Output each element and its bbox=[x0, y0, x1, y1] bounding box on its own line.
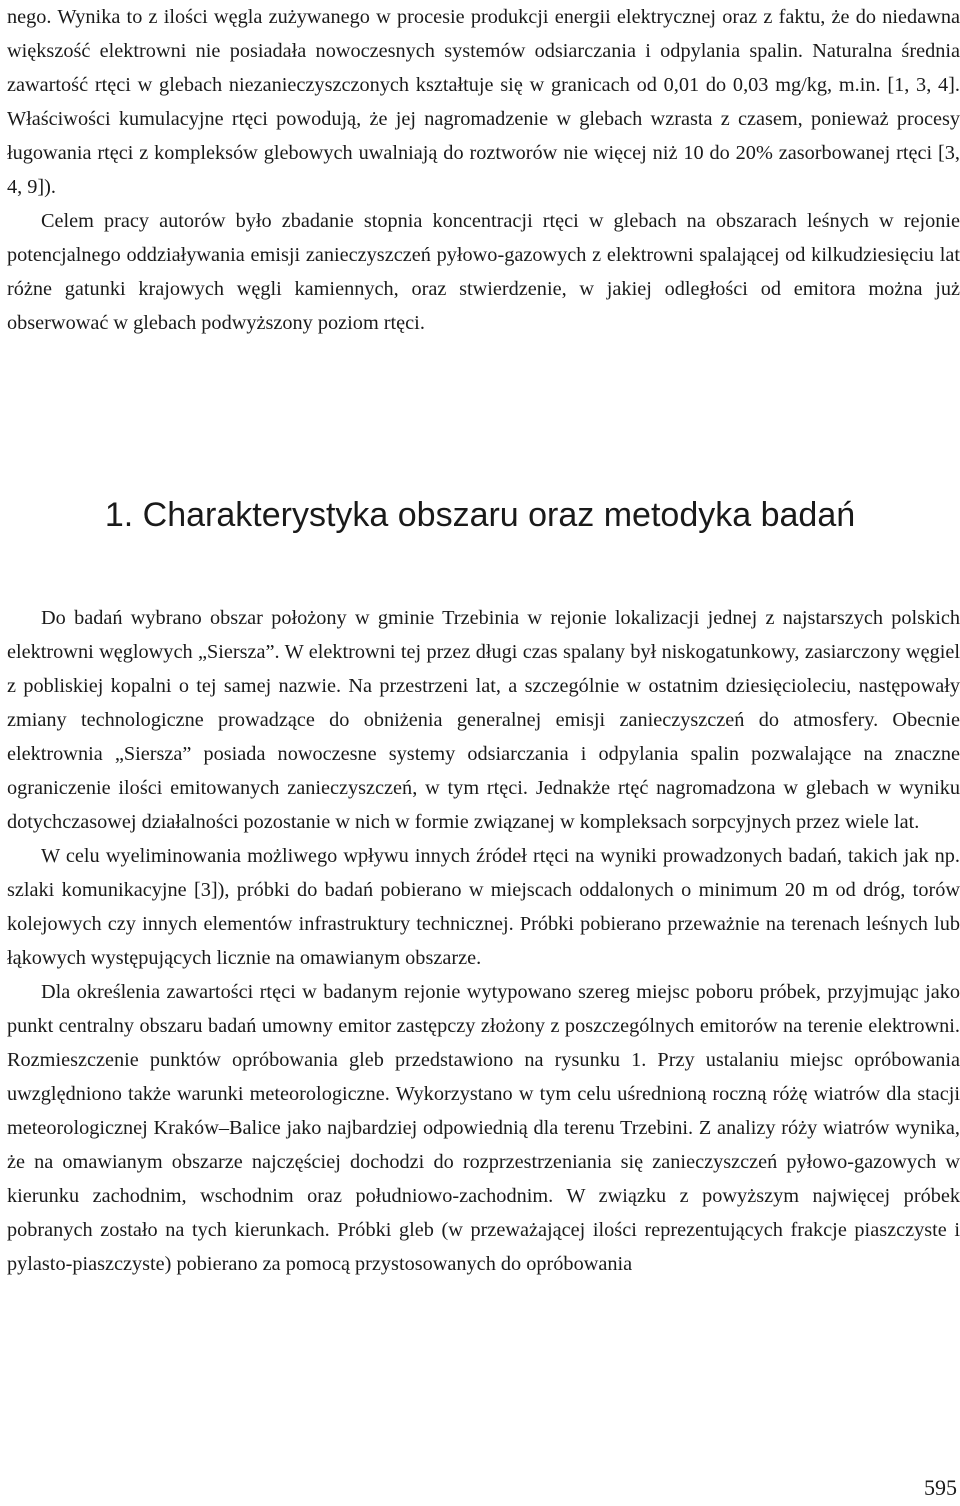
paragraph-study-area: Do badań wybrano obszar położony w gminie Trzebinia w rejonie lokalizacji jednej z najstarszych polskich elektrowni węglowych „Siersza”. W elektrowni tej przez długi czas spalany był niskogatunkowy, zasiarczony węgiel z pobliskiej kopalni o tej samej nazwie. Na przestrzeni lat, a szczególnie w ostatnim dziesięcioleciu, następowały zmiany technologiczne prowadzące do obniżenia generalnej emisji zanieczyszczeń do atmosfery. Obecnie elektrownia „Siersza” posiada nowoczesne systemy odsiarczania i odpylania spalin pozwalające na znaczne ograniczenie ilości emitowanych zanieczyszczeń, w tym rtęci. Jednakże rtęć nagromadzona w glebach w wyniku dotychczasowej działalności pozostanie w nich w formie związanej w kompleksach sorpcyjnych przez wiele lat. bbox=[7, 607, 960, 833]
paragraph-sampling-method: Dla określenia zawartości rtęci w badanym rejonie wytypowano szereg miejsc poboru próbek, przyjmując jako punkt centralny obszaru badań umowny emitor zastępczy złożony z poszczególnych emitorów na terenie elektrowni. Rozmieszczenie punktów opróbowania gleb przedstawiono na rysunku 1. Przy ustalaniu miejsc opróbowania uwzględniono także warunki meteorologiczne. Wykorzystano w tym celu uśrednioną roczną różę wiatrów dla stacji meteorologicznej Kraków–Balice jako najbardziej odpowiednią dla terenu Trzebini. Z analizy róży wiatrów wynika, że na omawianym obszarze najczęściej dochodzi do rozprzestrzeniania się zanieczyszczeń pyłowo-gazowych w kierunku zachodnim, wschodnim oraz południowo-zachodnim. W związku z powyższym najwięcej próbek pobranych zostało na tych kierunkach. Próbki gleb (w przeważającej ilości reprezentujących frakcje piaszczyste i pylasto-piaszczyste) pobierano za pomocą przystosowanych do opróbowania bbox=[7, 981, 960, 1275]
intro-text-block bbox=[7, 0, 960, 340]
paragraph-research-aim: Celem pracy autorów było zbadanie stopnia koncentracji rtęci w glebach na obszarach leśnych w rejonie potencjalnego oddziaływania emisji zanieczyszczeń pyłowo-gazowych z elektrowni spalającej od kilkudziesięciu lat różne gatunki krajowych węgli kamiennych, oraz stwierdzenie, w jakiej odległości od emitora można już obserwować w glebach podwyższony poziom rtęci. bbox=[7, 210, 960, 334]
page-number: 595 bbox=[924, 1475, 957, 1500]
paragraph-sampling-conditions: W celu wyeliminowania możliwego wpływu innych źródeł rtęci na wyniki prowadzonych badań, takich jak np. szlaki komunikacyjne [3]), próbki do badań pobierano w miejscach oddalonych o minimum 20 m od dróg, torów kolejowych czy innych elementów infrastruktury technicznej. Próbki pobierano przeważnie na terenach leśnych lub łąkowych występujących licznie na omawianym obszarze. bbox=[7, 845, 960, 969]
section-body-block bbox=[7, 601, 960, 1281]
section-heading: 1. Charakterystyka obszaru oraz metodyka badań bbox=[104, 496, 856, 534]
paragraph-continuation: nego. Wynika to z ilości węgla zużywanego w procesie produkcji energii elektrycznej oraz z faktu, że do niedawna większość elektrowni nie posiadała nowoczesnych systemów odsiarczania i odpylania spalin. Naturalna średnia zawartość rtęci w glebach niezanieczyszczonych kształtuje się w granicach od 0,01 do 0,03 mg/kg, m.in. [1, 3, 4]. Właściwości kumulacyjne rtęci powodują, że jej nagromadzenie w glebach wzrasta z czasem, ponieważ procesy ługowania rtęci z kompleksów glebowych uwalniają do roztworów nie więcej niż 10 do 20% zasorbowanej rtęci [3, 4, 9]). bbox=[7, 6, 960, 198]
